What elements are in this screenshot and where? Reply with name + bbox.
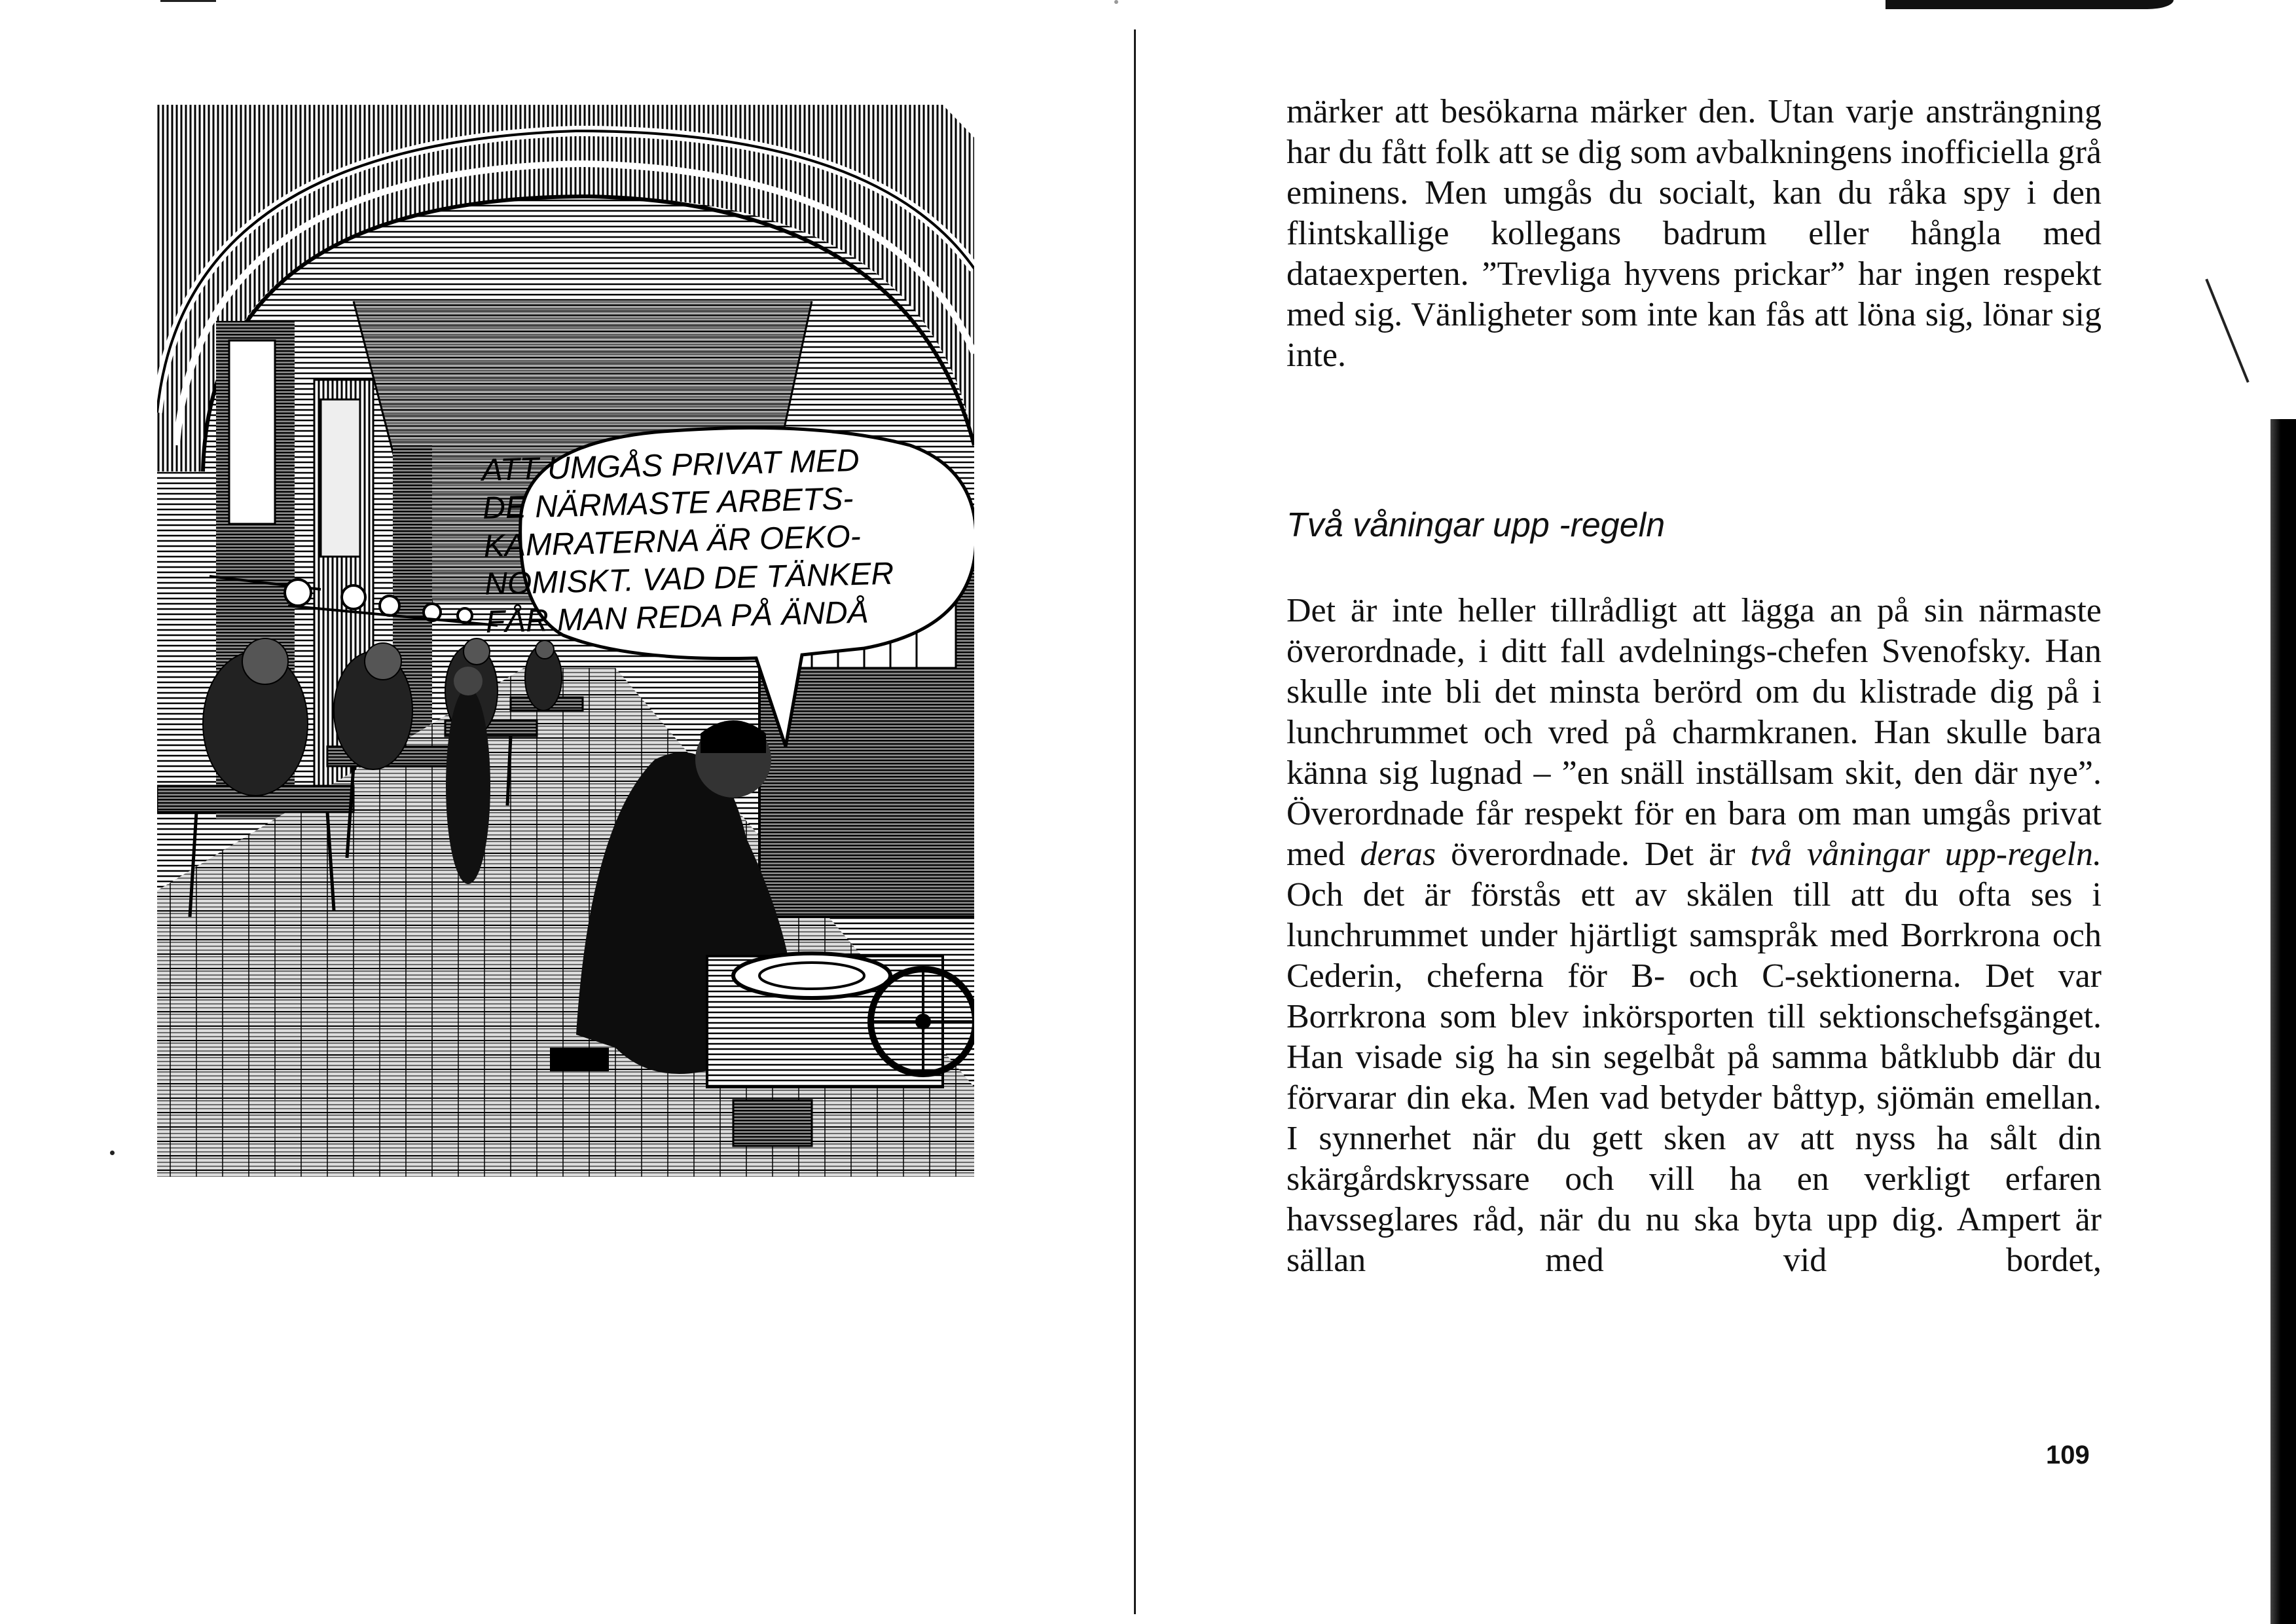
bubble-line: NOMISKT. VAD DE TÄNKER bbox=[484, 556, 894, 602]
book-gutter bbox=[1134, 29, 1136, 1614]
text-run: överordnade. Det är bbox=[1436, 836, 1751, 873]
page-number: 109 bbox=[2046, 1441, 2090, 1469]
section-heading: Två våningar upp -regeln bbox=[1286, 506, 1666, 544]
speech-bubble-text bbox=[481, 439, 983, 642]
paragraph-text: märker att besökarna märker den. Utan varje ansträngning har du fått folk att se dig som avbalkningens inofficiella grå eminens. Men umgås du socialt, kan du råka spy i den flintskallige kollegans badrum eller hångla med dataexperten. ”Trevliga hyvens prickar” har ingen respekt med sig. Vänligheter som inte kan fås att löna sig, lönar sig inte. bbox=[1286, 93, 2102, 374]
paragraph-text bbox=[1286, 591, 2102, 1281]
text-run: Och det är förstås ett av skälen till att du ofta ses i lunchrummet under hjärtligt samspråk med Borrkrona och Cederin, cheferna för B- och C-sektionerna. Det var Borrkrona som blev inkörsporten till sektionschefsgänget. Han visade sig ha sin segelbåt på samma båtklubb där du förvarar din eka. Men vad betyder båttyp, sjömän emellan. I synnerhet när du gett sken av att nyss ha sålt din skärgårdskryssare och vill ha en verkligt erfaren havsseglares råd, när du nu ska byta upp dig. Ampert är sällan med vid bordet, bbox=[1286, 876, 2102, 1279]
page-edge-shadow bbox=[2270, 419, 2296, 1624]
text-run: Det är inte heller tillrådligt att lägga an på sin närmaste överordnade, i ditt fall avdelnings-chefen Svenofsky. Han skulle inte bli det minsta berörd om du klistrade dig på i lunchrummet och vred på charmkranen. Han skulle bara känna sig lugnad – ”en snäll inställsam skit, den där nye”. Överordnade får respekt för en bara om man umgås privat med bbox=[1286, 592, 2102, 873]
scan-scratch bbox=[2205, 278, 2249, 382]
scan-mark bbox=[160, 0, 216, 2]
body-paragraph-1 bbox=[1286, 92, 2102, 376]
bubble-line: DE NÄRMASTE ARBETS- bbox=[482, 481, 854, 526]
scan-dot bbox=[110, 1151, 115, 1155]
scan-shadow bbox=[1886, 0, 2174, 9]
office-illustration bbox=[157, 105, 974, 1177]
emphasis-text: deras bbox=[1360, 836, 1436, 873]
body-paragraph-2 bbox=[1286, 591, 2102, 1281]
bubble-line: KAMRATERNA ÄR OEKO- bbox=[483, 519, 862, 564]
bubble-line: FÅR MAN REDA PÅ ÄNDÅ bbox=[485, 595, 869, 640]
bubble-line: ATT UMGÅS PRIVAT MED bbox=[481, 443, 860, 488]
scan-speck bbox=[1114, 0, 1118, 4]
emphasis-text: två våningar upp-regeln. bbox=[1750, 836, 2102, 873]
